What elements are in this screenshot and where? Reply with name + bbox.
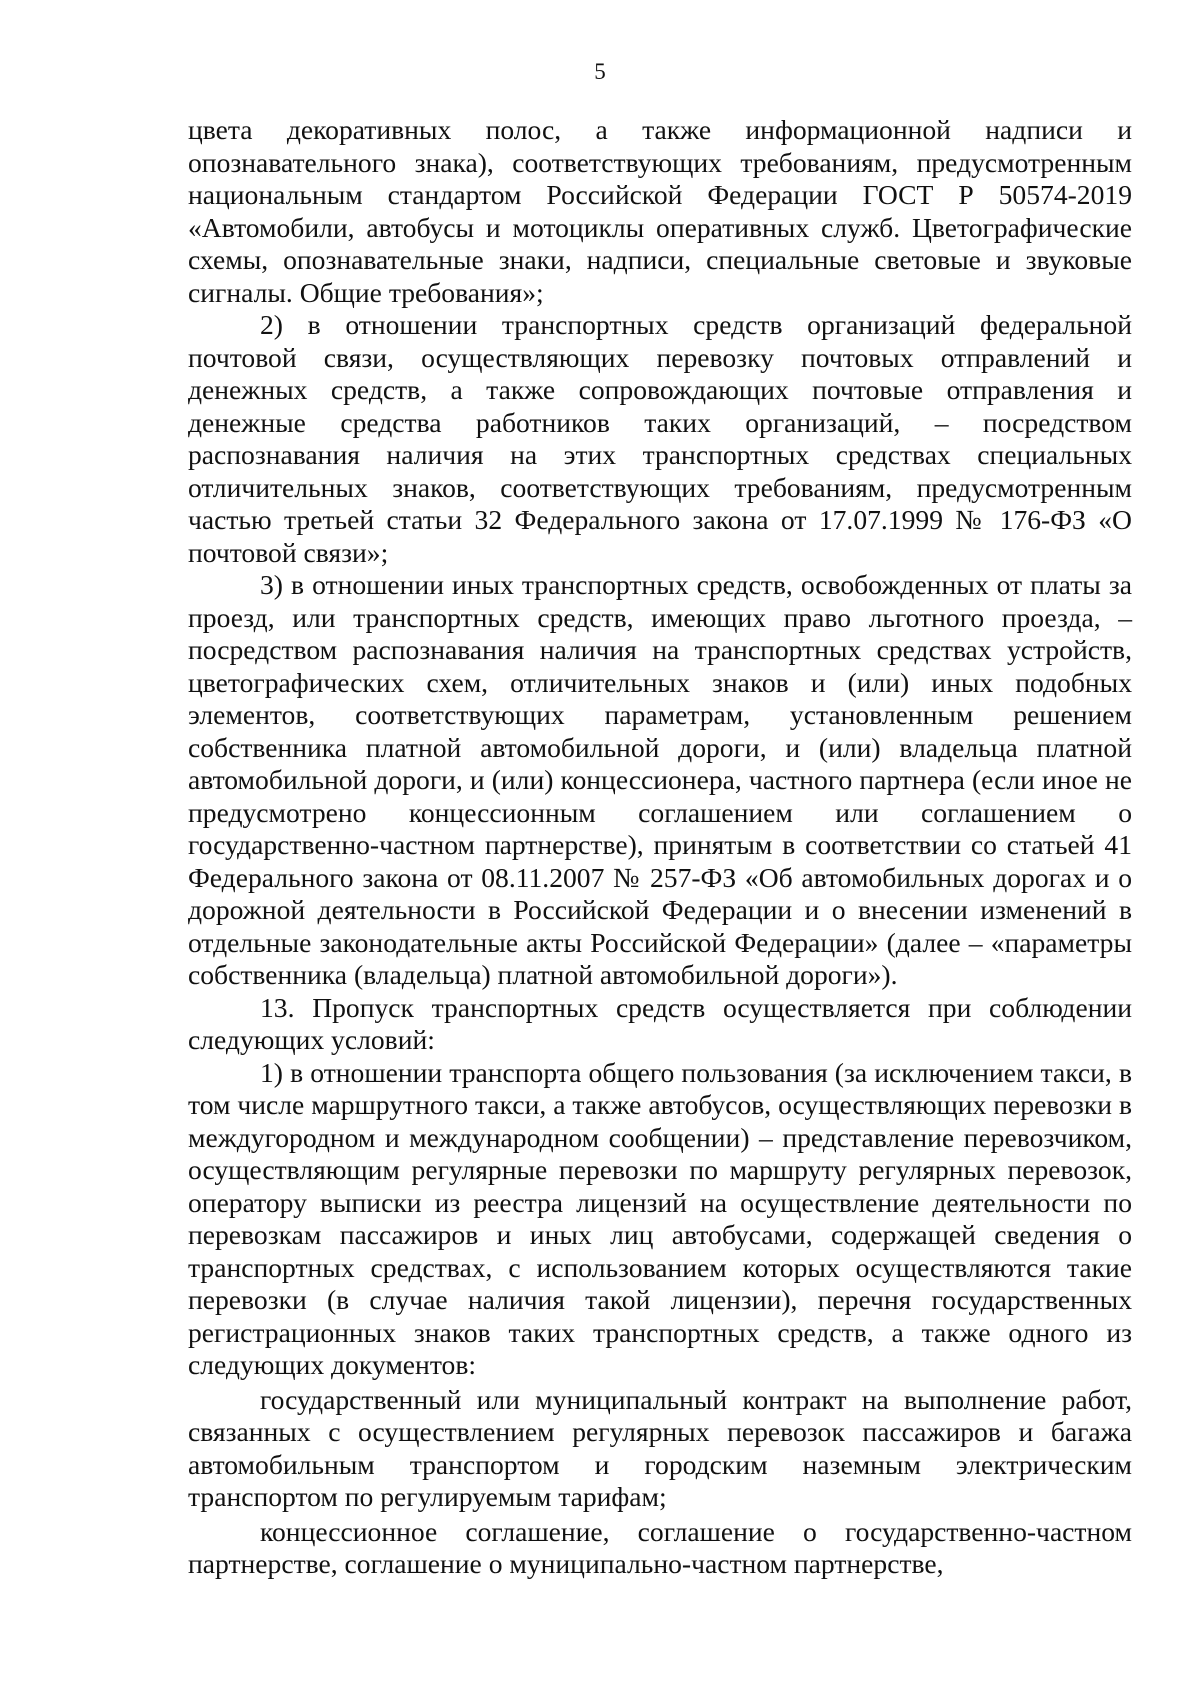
paragraph-item-2-postal: 2) в отношении транспортных средств организаций федеральной почтовой связи, осуществляющих перевозку почтовых отправлений и денежных средств, а также сопровождающих почтовые отправления и денежные средства работников таких организаций, – посредством распознавания наличия на этих транспортных средствах специальных отличительных знаков, соответствующих требованиям, предусмотренным частью третьей статьи 32 Федерального закона от 17.07.1999 № 176-ФЗ «О почтовой связи»;	[188, 309, 1132, 568]
document-body	[188, 114, 1132, 1581]
page-number: 5	[594, 59, 606, 84]
paragraph-continuation: цвета декоративных полос, а также информационной надписи и опознавательного знака), соответствующих требованиям, предусмотренным национальным стандартом Российской Федерации ГОСТ Р 50574-2019 «Автомобили, автобусы и мотоциклы оперативных служб. Цветографические схемы, опознавательные знаки, надписи, специальные световые и звуковые сигналы. Общие требования»;	[188, 114, 1132, 308]
paragraph-section-13: 13. Пропуск транспортных средств осуществляется при соблюдении следующих условий:	[188, 991, 1132, 1055]
paragraph-item-1-public-transport: 1) в отношении транспорта общего пользования (за исключением такси, в том числе маршрутного такси, а также автобусов, осуществляющих перевозки в междугородном и международном сообщении) – представление перевозчиком, осуществляющим регулярные перевозки по маршруту регулярных перевозок, оператору выписки из реестра лицензий на осуществление деятельности по перевозкам пассажиров и иных лиц автобусами, содержащей сведения о транспортных средствах, с использованием которых осуществляются такие перевозки (в случае наличия такой лицензии), перечня государственных регистрационных знаков таких транспортных средств, а также одного из следующих документов:	[188, 1056, 1132, 1380]
paragraph-state-contract: государственный или муниципальный контракт на выполнение работ, связанных с осуществлением регулярных перевозок пассажиров и багажа автомобильным транспортом и городским наземным электрическим транспортом по регулируемым тарифам;	[188, 1383, 1132, 1512]
paragraph-item-3-other-vehicles: 3) в отношении иных транспортных средств, освобожденных от платы за проезд, или транспортных средств, имеющих право льготного проезда, – посредством распознавания наличия на транспортных средствах устройств, цветографических схем, отличительных знаков и (или) иных подобных элементов, соответствующих параметрам, установленным решением собственника платной автомобильной дороги, и (или) владельца платной автомобильной дороги, и (или) концессионера, частного партнера (если иное не предусмотрено концессионным соглашением или соглашением о государственно-частном партнерстве), принятым в соответствии со статьей 41 Федерального закона от 08.11.2007 № 257-ФЗ «Об автомобильных дорогах и о дорожной деятельности в Российской Федерации и о внесении изменений в отдельные законодательные акты Российской Федерации» (далее – «параметры собственника (владельца) платной автомобильной дороги»).	[188, 569, 1132, 990]
paragraph-concession-agreement: концессионное соглашение, соглашение о государственно-частном партнерстве, соглашение о муниципально-частном партнерстве,	[188, 1515, 1132, 1579]
